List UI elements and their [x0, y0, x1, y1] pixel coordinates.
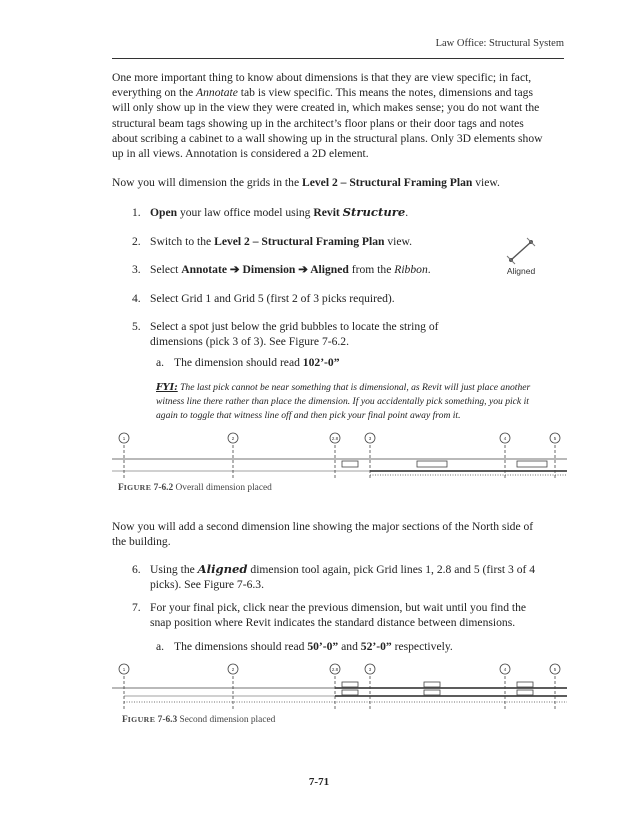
- annotate-tab-ref: Annotate: [196, 86, 238, 100]
- aligned-icon-label: Aligned: [506, 266, 536, 276]
- grid-bubble: 4: [503, 436, 507, 441]
- step-6: 6. Using the Aligned dimension tool again, pick Grid lines 1, 2.8 and 5 (first 3 of 4 picks). See Figure 7-6.3.: [132, 562, 536, 592]
- intro-line-6: up in all views. Annotation is considered a 2D element.: [112, 147, 369, 161]
- fyi-note: FYI: The last pick cannot be near something that is dimensional, as Revit will just place another witness line there rather than place the dimension. If you accidentally pick something, you pick it again to toggle that witness line off and then pick your final point away from it.: [156, 382, 531, 421]
- arrow-icon: ➔: [295, 263, 311, 276]
- step-7a: a. The dimensions should read 50’-0” and 52’-0” respectively.: [156, 640, 453, 653]
- step-7: 7. For your final pick, click near the previous dimension, but wait until you find the snap position where Revit indicates the standard distance between dimensions.: [132, 601, 527, 630]
- intro-line-2: everything on the Annotate tab is view specific. This means the notes, dimensions and tags: [112, 86, 533, 100]
- step-1: 1. Open your law office model using Revit Structure.: [132, 205, 409, 219]
- grid-bubble: 5: [553, 436, 557, 441]
- arrow-icon: ➔: [226, 263, 243, 276]
- aligned-ribbon-button: [497, 236, 545, 278]
- figure-7-6-3-drawing: [112, 662, 572, 712]
- intro-line-4: structural beam tags showing up in the architect’s floor plans or their door tags and notes: [112, 116, 524, 130]
- step-2: 2. Switch to the Level 2 – Structural Framing Plan view.: [132, 235, 413, 248]
- grid-bubble: 2.8: [331, 436, 339, 441]
- second-intro: Now you will add a second dimension line showing the major sections of the North side of the building.: [112, 520, 534, 549]
- intro-paragraph: [112, 70, 564, 161]
- step-4: 4. Select Grid 1 and Grid 5 (first 2 of 3 picks required).: [132, 292, 395, 305]
- grid-bubble: 3: [368, 667, 372, 672]
- running-header: Law Office: Structural System: [435, 38, 564, 49]
- figure-7-6-3-caption: FIGURE 7-6.3 Second dimension placed: [122, 715, 276, 725]
- intro-line-3: will only show up in the view they were created in, which makes sense; you do not want the: [112, 101, 540, 115]
- grid-bubble: 5: [553, 667, 557, 672]
- grid-bubble: 4: [503, 667, 507, 672]
- grid-bubble: 2: [231, 667, 235, 672]
- intro-line-1: One more important thing to know about dimensions is that they are view specific; in fact,: [112, 71, 532, 84]
- grid-bubble: 1: [122, 667, 126, 672]
- step-5: 5. Select a spot just below the grid bubbles to locate the string of dimensions (pick 3 of 3). See Figure 7-6.2.: [132, 320, 439, 349]
- figure-7-6-2-drawing: [112, 425, 572, 485]
- figure-7-6-2: [112, 425, 572, 510]
- fyi-label: FYI:: [156, 382, 178, 393]
- step-3: 3. Select Annotate ➔ Dimension ➔ Aligned from the Ribbon.: [132, 263, 431, 276]
- aligned-dimension-icon: [497, 236, 545, 266]
- grid-bubble: 3: [368, 436, 372, 441]
- grid-bubble: 2.8: [331, 667, 339, 672]
- page-number: 7-71: [308, 776, 330, 788]
- intro-line-5: about scribing a cabinet to a wall showing up in the structural plans. Only 3D elements show: [112, 131, 543, 145]
- grids-intro: Now you will dimension the grids in the Level 2 – Structural Framing Plan view.: [112, 176, 500, 189]
- figure-7-6-2-caption: FIGURE 7-6.2 Overall dimension placed: [118, 483, 272, 493]
- step-5a: a. The dimension should read 102’-0”: [156, 356, 340, 369]
- grid-bubble: 2: [231, 436, 235, 441]
- grid-bubble: 1: [122, 436, 126, 441]
- header-rule: [112, 58, 564, 59]
- figure-7-6-3: [112, 662, 572, 732]
